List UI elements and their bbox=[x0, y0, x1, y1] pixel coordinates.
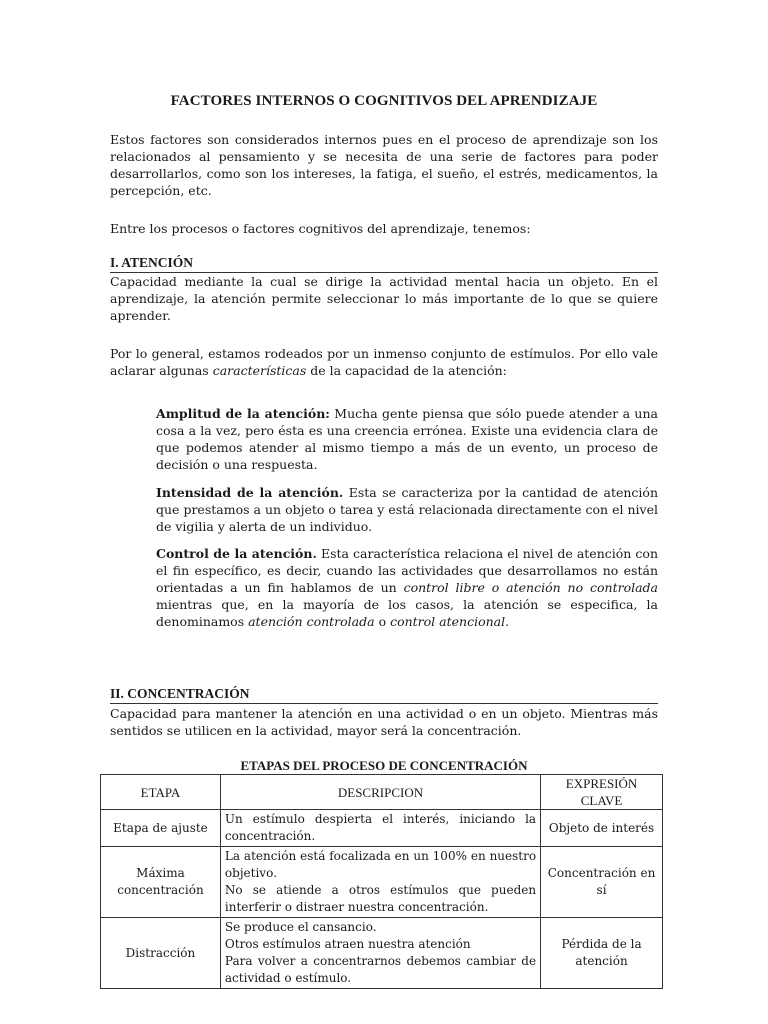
section-heading-atencion: I. ATENCIÓN bbox=[110, 254, 658, 273]
item-amplitud-text: Mucha gente piensa que sólo puede atender a una cosa a la vez, pero ésta es una creencia errónea. Existe una evidencia clara de que podemos atender al mismo tiempo a más de un evento, un proceso de decisión o una respuesta. bbox=[156, 406, 658, 472]
item-control-text-2: mientras que, en la mayoría de los casos, la atención se especifica, la denominamos bbox=[156, 597, 658, 629]
row-descripcion bbox=[220, 847, 540, 918]
row-clave: Objeto de interés bbox=[541, 810, 663, 847]
document-title: FACTORES INTERNOS O COGNITIVOS DEL APRENDIZAJE bbox=[170, 93, 598, 109]
item-intensidad-text: Esta se caracteriza por la cantidad de atención que prestamos a un objeto o tarea y está relacionada directamente con el nivel de vigilia y alerta de un individuo. bbox=[156, 485, 659, 534]
row-clave: Pérdida de la atención bbox=[541, 918, 663, 989]
descripcion-line: La atención está focalizada en un 100% en nuestro objetivo. bbox=[224, 849, 537, 880]
row-descripcion bbox=[220, 918, 540, 989]
descripcion-line: Un estímulo despierta el interés, iniciando la concentración. bbox=[224, 812, 537, 843]
table-row bbox=[101, 918, 663, 989]
table-header-clave: EXPRESIÓN CLAVE bbox=[541, 775, 663, 810]
item-control-text-4: . bbox=[505, 614, 510, 629]
atencion-paragraph-end: de la capacidad de la atención: bbox=[306, 363, 507, 378]
table-header-etapa: ETAPA bbox=[101, 775, 221, 810]
row-etapa: Etapa de ajuste bbox=[101, 810, 221, 847]
item-control-italic-3: control atencional bbox=[390, 614, 506, 629]
row-clave: Concentración en sí bbox=[541, 847, 663, 918]
item-control bbox=[156, 545, 658, 630]
item-amplitud bbox=[156, 405, 658, 473]
item-amplitud-term: Amplitud de la atención: bbox=[156, 406, 330, 421]
descripcion-line: Para volver a concentrarnos debemos cambiar de actividad o estímulo. bbox=[224, 954, 537, 985]
table-row bbox=[101, 847, 663, 918]
concentracion-definition: Capacidad para mantener la atención en una actividad o en un objeto. Mientras más sentidos se utilicen en la actividad, mayor será la concentración. bbox=[110, 706, 658, 738]
row-etapa: Máxima concentración bbox=[101, 847, 221, 918]
table-header-descripcion: DESCRIPCION bbox=[220, 775, 540, 810]
descripcion-line: Se produce el cansancio. bbox=[224, 920, 377, 934]
atencion-paragraph bbox=[110, 345, 658, 379]
item-intensidad bbox=[156, 484, 658, 535]
stages-table bbox=[100, 774, 663, 989]
row-etapa: Distracción bbox=[101, 918, 221, 989]
item-control-text-1: Esta característica relaciona el nivel de atención con el fin específico, es decir, cuando las actividades que desarrollamos no están orientadas a un fin hablamos de un bbox=[156, 546, 659, 595]
row-descripcion bbox=[220, 810, 540, 847]
item-intensidad-term: Intensidad de la atención. bbox=[156, 485, 344, 500]
atencion-paragraph-italic: características bbox=[212, 363, 307, 378]
section-heading-concentracion: II. CONCENTRACIÓN bbox=[110, 685, 658, 704]
item-control-italic-1: control libre o atención no controlada bbox=[403, 580, 658, 595]
atencion-paragraph-start: Por lo general, estamos rodeados por un inmenso conjunto de estímulos. Por ello vale aclarar algunas bbox=[110, 346, 658, 378]
intro-paragraph: Estos factores son considerados internos pues en el proceso de aprendizaje son los relacionados al pensamiento y se necesita de una serie de factores para poder desarrollarlos, como son los intereses, la fatiga, el sueño, el estrés, medicamentos, la percepción, etc. bbox=[110, 132, 658, 198]
descripcion-line: Otros estímulos atraen nuestra atención bbox=[224, 937, 471, 951]
item-control-italic-2: atención controlada bbox=[248, 614, 375, 629]
intro-paragraph-2: Entre los procesos o factores cognitivos del aprendizaje, tenemos: bbox=[110, 221, 531, 236]
table-title: ETAPAS DEL PROCESO DE CONCENTRACIÓN bbox=[240, 758, 528, 773]
item-control-text-3: o bbox=[374, 614, 391, 629]
descripcion-line: No se atiende a otros estímulos que pueden interferir o distraer nuestra concentración. bbox=[224, 883, 537, 914]
atencion-definition: Capacidad mediante la cual se dirige la actividad mental hacia un objeto. En el aprendizaje, la atención permite seleccionar lo más importante de lo que se quiere aprender. bbox=[110, 274, 658, 323]
table-row bbox=[101, 810, 663, 847]
table-header-row bbox=[101, 775, 663, 810]
item-control-term: Control de la atención. bbox=[156, 546, 317, 561]
